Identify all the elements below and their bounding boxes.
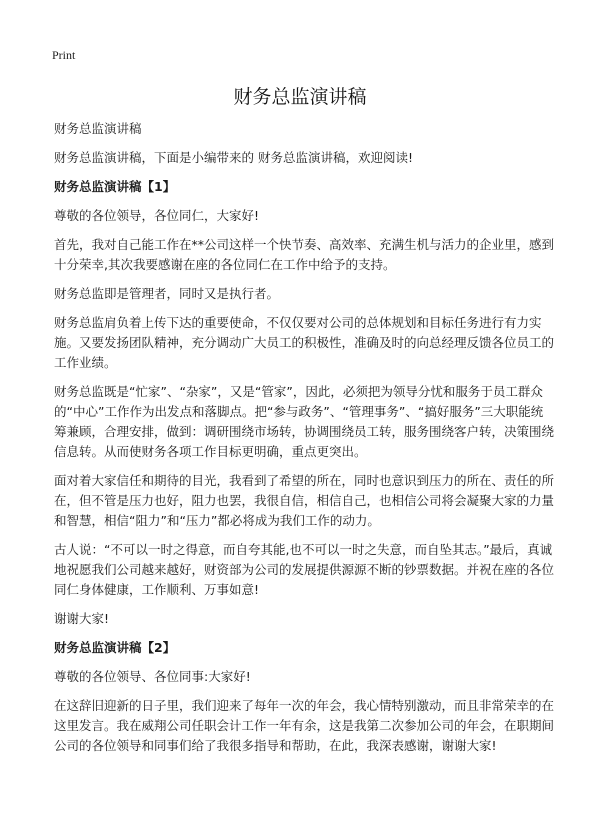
section-1-paragraph: 谢谢大家! — [54, 611, 110, 626]
article-body — [54, 119, 554, 765]
section-1-paragraph: 首先，我对自己能工作在**公司这样一个快节奏、高效率、充满生机与活力的企业里，感到十分荣幸,其次我要感谢在座的各位同仁在工作中给予的支持。 — [54, 237, 555, 272]
section-1-paragraph: 尊敬的各位领导，各位同仁，大家好! — [54, 208, 260, 223]
section-1-paragraph: 古人说：“不可以一时之得意，而自夸其能,也不可以一时之失意，而自坠其志。”最后，真诚地祝愿我们公司越来越好，财资部为公司的发展提供源源不断的钞票数据。并祝在座的各位同仁身体健康，工作顺利、万事如意! — [54, 542, 555, 597]
section-1-paragraph: 财务总监肩负着上传下达的重要使命，不仅仅要对公司的总体规划和目标任务进行有力实施。又要发扬团队精神，充分调动广大员工的积极性，准确及时的向总经理反馈各位员工的工作业绩。 — [54, 315, 555, 370]
section-2-paragraph: 尊敬的各位领导、各位同事:大家好! — [54, 669, 251, 684]
intro-text: 财务总监演讲稿，下面是小编带来的 财务总监演讲稿，欢迎阅读! — [54, 150, 413, 165]
page-title: 财务总监演讲稿 — [233, 86, 367, 108]
section-1-paragraph: 面对着大家信任和期待的目光，我看到了希望的所在，同时也意识到压力的所在、责任的所在，但不管是压力也好，阻力也罢，我很自信，相信自己，也相信公司将会凝聚大家的力量和智慧，相信“阻力”和“压力”都必将成为我们工作的动力。 — [54, 473, 555, 528]
intro-heading: 财务总监演讲稿 — [54, 121, 142, 136]
section-2-heading: 财务总监演讲稿【2】 — [54, 640, 176, 655]
section-1-paragraph: 财务总监即是管理者，同时又是执行者。 — [54, 286, 280, 301]
section-1-heading: 财务总监演讲稿【1】 — [54, 179, 176, 194]
section-2-paragraph: 在这辞旧迎新的日子里，我们迎来了每年一次的年会，我心情特别激动，而且非常荣幸的在这里发言。我在威翔公司任职会计工作一年有余，这是我第二次参加公司的年会，在职期间公司的各位领导和同事们给了我很多指导和帮助，在此，我深表感谢，谢谢大家! — [54, 698, 555, 753]
section-1-paragraph: 财务总监既是“忙家”、“杂家”，又是“管家”，因此，必须把为领导分忧和服务于员工群众的“中心”工作作为出发点和落脚点。把“参与政务”、“管理事务”、“搞好服务”三大职能统筹兼顾，合理安排，做到：调研围绕市场转，协调围绕员工转，服务围绕客户转，决策围绕信息转。从而使财务各项工作目标更明确，重点更突出。 — [54, 384, 555, 459]
print-link[interactable]: Print — [52, 48, 76, 62]
